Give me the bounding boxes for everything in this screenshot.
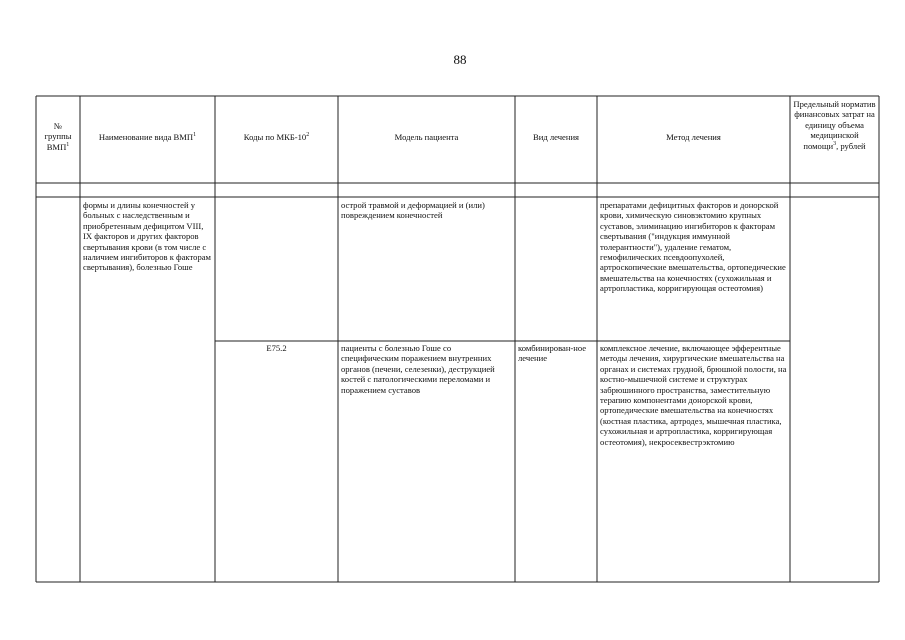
header-name-text: Наименование вида ВМП [98,132,194,142]
header-model: Модель пациента [394,132,459,142]
header-norm-text: Предельный норматив финансовых затрат на единицу объема медицинской помощи [793,99,876,151]
header-codes-text: Коды по МКБ-10 [243,132,307,142]
header-codes [217,132,336,142]
row2-model: пациенты с болезнью Гоше со специфическим поражением внутренних органов (печени, селезенки), деструкцией костей с патологическими переломами и поражением суставов [341,343,495,395]
row1-model: острой травмой и деформацией и (или) повреждением конечностей [341,200,485,221]
header-group-line3: ВМП [46,141,67,152]
header-norm-sup: 3 [833,140,837,147]
header-name-sup: 1 [193,132,197,139]
header-name [82,132,213,142]
row2-treatment-type: комбинирован-ное лечение [518,343,587,364]
header-group-line1: № [53,121,63,131]
row2-code: Е75.2 [266,343,287,353]
row2-method: комплексное лечение, включающее эфферентные методы лечения, хирургические вмешательства на органах и системах грудной, брюшной полости, на костно-мышечной системе и структурах забрюшинного пространства, заместительную терапию компонентами донорской крови, ортопедические вмешательства на конечностях (костная пластика, артродез, мышечная пластика, сухожильная и артропластика, корригирующая остеотомия), некросеквестрэктомию [600,343,787,447]
row1-name: формы и длины конечностей у больных с наследственным и приобретенным дефицитом VIII, IX факторов и других факторов свертывания крови (в том числе с наличием ингибиторов к факторам свертывания), болезнью Гоше [83,200,211,273]
header-method: Метод лечения [666,132,721,142]
header-treatment-type: Вид лечения [532,132,580,142]
header-group-line2: группы [44,131,72,142]
header-norm [792,99,877,151]
header-codes-sup: 2 [306,132,310,139]
header-group-sup: 1 [66,141,70,148]
row1-method: препаратами дефицитных факторов и донорской крови, химическую синовэктомию крупных суставов, элиминацию ингибиторов к факторам свертывания ("индукция иммунной толерантности"), удаление гематом, гемофилических псевдоопухолей, артроскопические вмешательства, ортопедические вмешательства на конечностях (сухожильная и артропластика, корригирующая остеотомия) [600,200,786,294]
page-number: 88 [453,52,467,67]
header-group-line3-wrap [36,142,80,152]
header-group-number [36,121,80,152]
header-norm-tail: , рублей [836,140,866,151]
